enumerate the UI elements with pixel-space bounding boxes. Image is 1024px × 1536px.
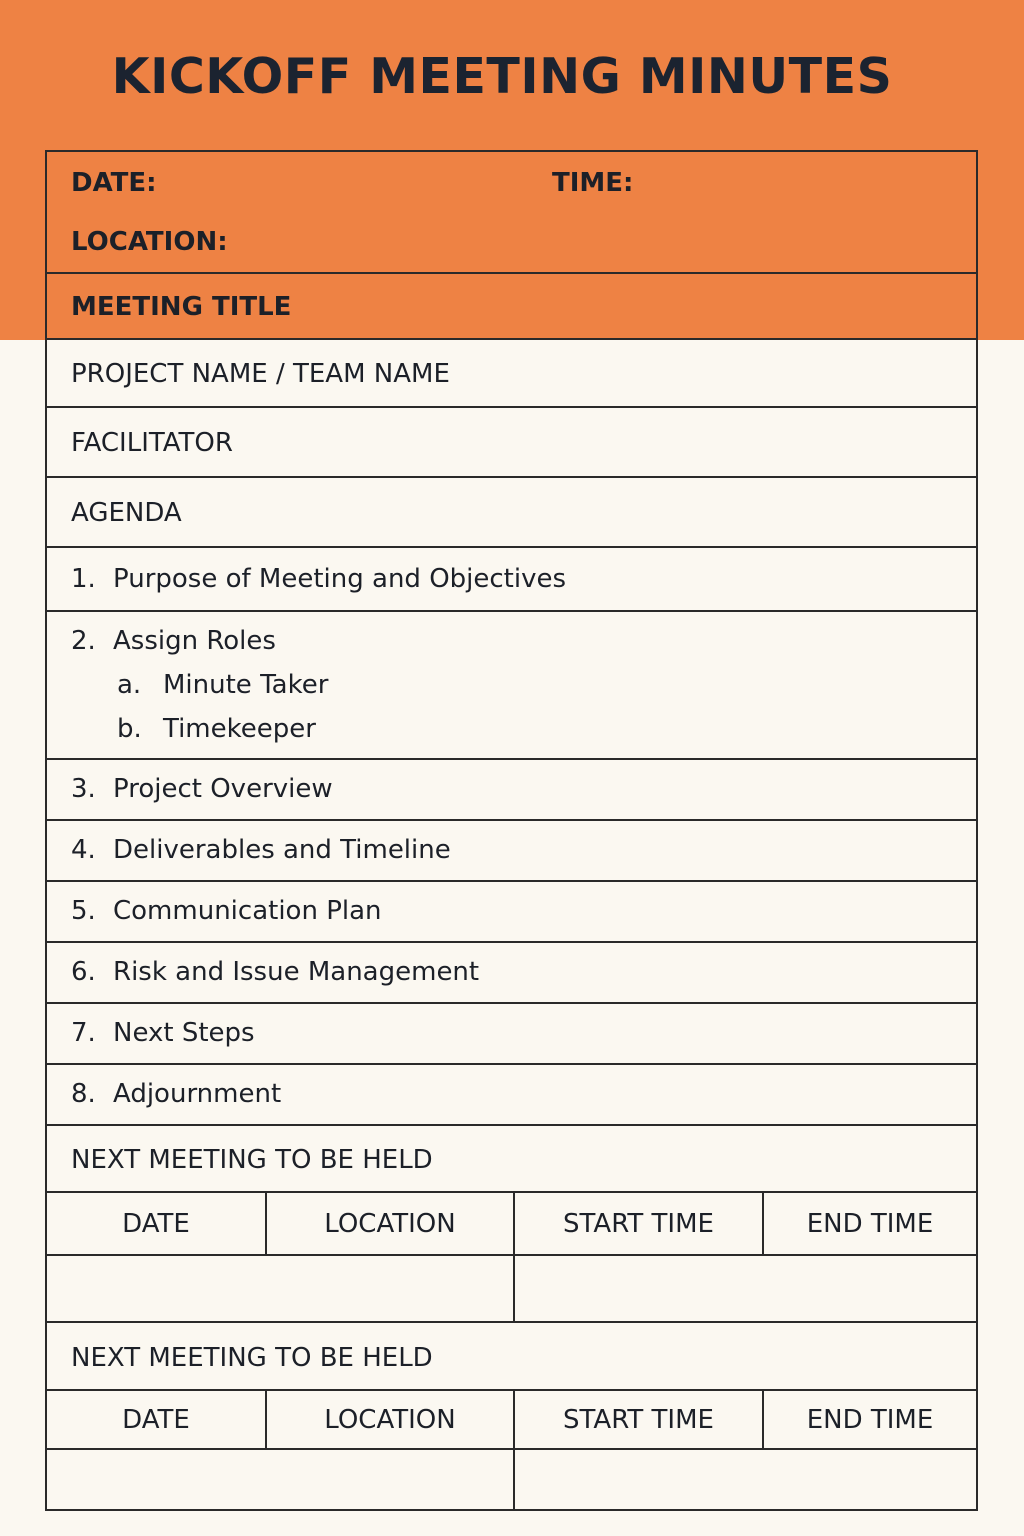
column-divider [513, 1450, 515, 1509]
agenda-item-3[interactable] [45, 760, 978, 821]
next-meeting-entry-row[interactable] [45, 1256, 978, 1323]
sub-item-letter: b. [117, 714, 142, 744]
agenda-item-text: Adjournment [113, 1079, 282, 1109]
sub-item-letter: a. [117, 670, 142, 700]
next-meeting-heading-row [45, 1126, 978, 1193]
agenda-item-5[interactable] [45, 882, 978, 943]
sub-item-timekeeper: Timekeeper [163, 714, 316, 744]
sub-item-minute-taker: Minute Taker [163, 670, 329, 700]
column-header-start-time: START TIME [563, 1208, 714, 1239]
agenda-item-7[interactable] [45, 1004, 978, 1065]
agenda-header-row [45, 478, 978, 548]
column-divider [513, 1256, 515, 1321]
agenda-item-text: Risk and Issue Management [113, 957, 480, 987]
agenda-item-text: Project Overview [113, 774, 333, 804]
agenda-item-text: Next Steps [113, 1018, 255, 1048]
agenda-item-number: 4. [71, 835, 96, 865]
agenda-item-8[interactable] [45, 1065, 978, 1126]
agenda-label: AGENDA [71, 498, 182, 528]
next-meeting-column-headers [45, 1391, 978, 1450]
column-header-location: LOCATION [324, 1404, 456, 1435]
page-title: KICKOFF MEETING MINUTES [111, 48, 893, 105]
next-meeting-column-headers [45, 1193, 978, 1256]
meeting-title-row[interactable] [45, 274, 978, 340]
project-name-row[interactable] [45, 340, 978, 408]
column-header-date: DATE [122, 1404, 190, 1435]
column-header-location: LOCATION [324, 1208, 456, 1239]
next-meeting-heading: NEXT MEETING TO BE HELD [71, 1343, 433, 1373]
agenda-item-number: 5. [71, 896, 96, 926]
column-header-date: DATE [122, 1208, 190, 1239]
agenda-item-number: 2. [71, 626, 96, 656]
date-time-location-row[interactable] [45, 150, 978, 274]
next-meeting-entry-row[interactable] [45, 1450, 978, 1511]
agenda-item-number: 3. [71, 774, 96, 804]
column-header-end-time: END TIME [806, 1208, 934, 1239]
agenda-item-text: Assign Roles [113, 626, 276, 656]
agenda-item-4[interactable] [45, 821, 978, 882]
date-label: DATE: [71, 168, 157, 198]
agenda-item-6[interactable] [45, 943, 978, 1004]
location-label: LOCATION: [71, 227, 228, 257]
project-name-label: PROJECT NAME / TEAM NAME [71, 359, 450, 389]
next-meeting-heading-row [45, 1323, 978, 1391]
agenda-item-number: 6. [71, 957, 96, 987]
agenda-item-number: 1. [71, 564, 96, 594]
agenda-item-2[interactable] [45, 612, 978, 760]
agenda-item-text: Purpose of Meeting and Objectives [113, 564, 567, 594]
column-header-end-time: END TIME [806, 1404, 934, 1435]
agenda-item-number: 8. [71, 1079, 96, 1109]
agenda-item-number: 7. [71, 1018, 96, 1048]
agenda-item-text: Deliverables and Timeline [113, 835, 451, 865]
facilitator-label: FACILITATOR [71, 428, 233, 458]
agenda-item-1[interactable] [45, 548, 978, 612]
meeting-title-label: MEETING TITLE [71, 292, 292, 322]
next-meeting-heading: NEXT MEETING TO BE HELD [71, 1145, 433, 1175]
column-header-start-time: START TIME [563, 1404, 714, 1435]
time-label: TIME: [552, 168, 634, 198]
agenda-item-text: Communication Plan [113, 896, 382, 926]
facilitator-row[interactable] [45, 408, 978, 478]
